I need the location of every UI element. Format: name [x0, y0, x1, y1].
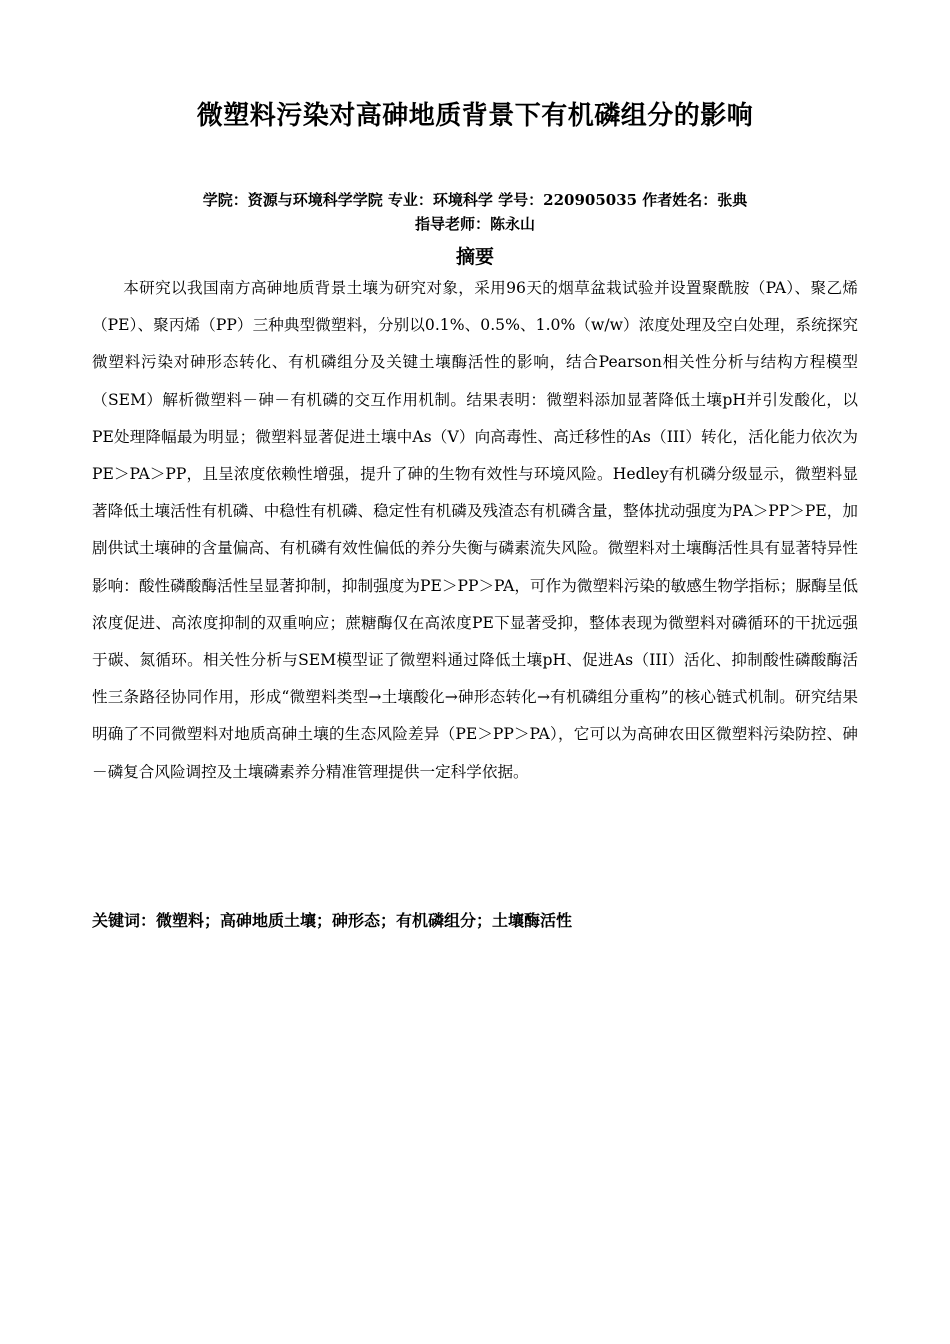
- abstract-heading: 摘要: [455, 246, 494, 268]
- author-info-line: 学院：资源与环境科学学院 专业：环境科学 学号：220905035 作者姓名：张典: [202, 191, 748, 209]
- abstract-body: 本研究以我国南方高砷地质背景土壤为研究对象，采用96天的烟草盆栽试验并设置聚酰胺（PA）、聚乙烯（PE）、聚丙烯（PP）三种典型微塑料，分别以0.1%、0.5%、1.0%（w/w）浓度处理及空白处理，系统探究微塑料污染对砷形态转化、有机磷组分及关键土壤酶活性的影响，结合Pearson相关性分析与结构方程模型（SEM）解析微塑料－砷－有机磷的交互作用机制。结果表明：微塑料添加显著降低土壤pH并引发酸化，以PE处理降幅最为明显；微塑料显著促进土壤中As（V）向高毒性、高迁移性的As（III）转化，活化能力依次为PE＞PA＞PP，且呈浓度依赖性增强，提升了砷的生物有效性与环境风险。Hedley有机磷分级显示，微塑料显著降低土壤活性有机磷、中稳性有机磷、稳定性有机磷及残渣态有机磷含量，整体扰动强度为PA＞PP＞PE，加剧供试土壤砷的含量偏高、有机磷有效性偏低的养分失衡与磷素流失风险。微塑料对土壤酶活性具有显著特异性影响：酸性磷酸酶活性呈显著抑制，抑制强度为PE＞PP＞PA，可作为微塑料污染的敏感生物学指标；脲酶呈低浓度促进、高浓度抑制的双重响应；蔗糖酶仅在高浓度PE下显著受抑，整体表现为微塑料对磷循环的干扰远强于碳、氮循环。相关性分析与SEM模型证了微塑料通过降低土壤pH、促进As（III）活化、抑制酸性磷酸酶活性三条路径协同作用，形成“微塑料类型→土壤酸化→砷形态转化→有机磷组分重构”的核心链式机制。研究结果明确了不同微塑料对地质高砷土壤的生态风险差异（PE＞PP＞PA），它可以为高砷农田区微塑料污染防控、砷－磷复合风险调控及土壤磷素养分精准管理提供一定科学依据。: [92, 279, 858, 781]
- advisor-info-line: 指导老师：陈永山: [414, 215, 535, 233]
- paper-title: 微塑料污染对高砷地质背景下有机磷组分的影响: [196, 101, 754, 131]
- keywords-line: 关键词：微塑料；高砷地质土壤；砷形态；有机磷组分；土壤酶活性: [92, 911, 573, 930]
